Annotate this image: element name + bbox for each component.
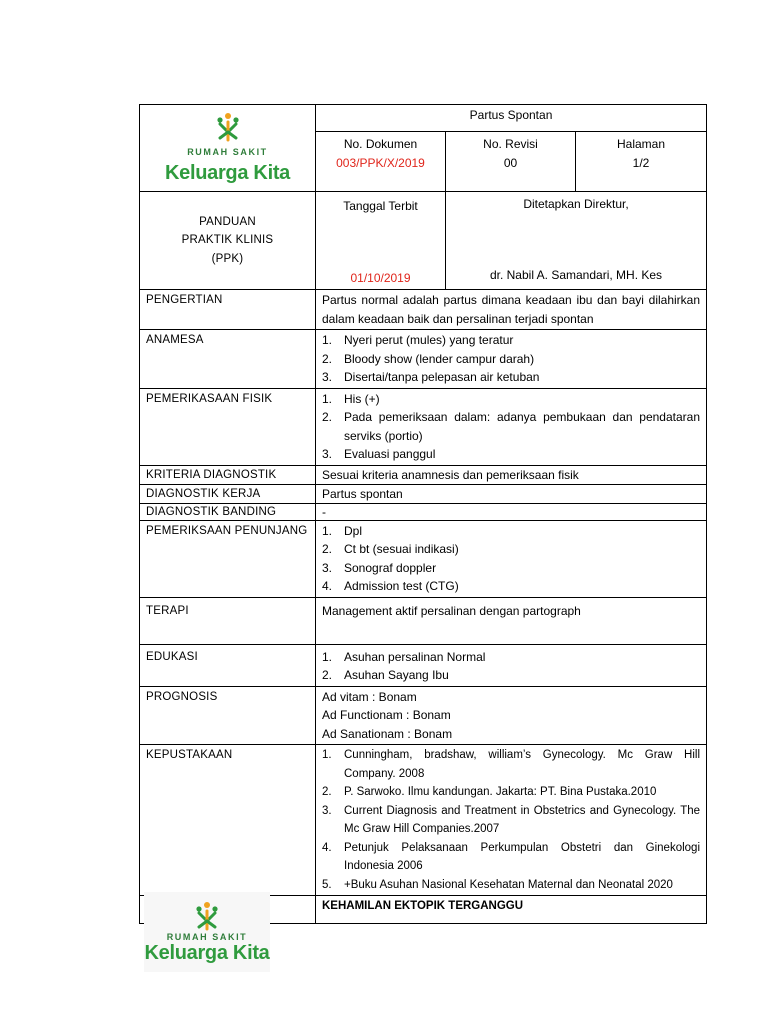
list-item: 3. Current Diagnosis and Treatment in Obstetrics and Gynecology. The Mc Graw Hill Companies.2007	[322, 804, 701, 835]
ditetapkan-cell	[446, 192, 707, 290]
penunjang-list	[322, 522, 700, 596]
hospital-logo-footer	[144, 892, 270, 972]
edukasi-list-cell	[316, 644, 707, 686]
revisi-label: No. Revisi	[483, 137, 538, 151]
direktur-name: dr. Nabil A. Samandari, MH. Kes	[489, 267, 663, 282]
doc-no-value: 003/PPK/X/2019	[336, 155, 425, 170]
tanggal-cell	[316, 192, 446, 290]
list-item: 1. Nyeri perut (mules) yang teratur	[322, 333, 514, 347]
prognosis-cell	[316, 686, 707, 745]
hospital-logo-icon	[193, 901, 221, 931]
prognosis-label: PROGNOSIS	[140, 686, 316, 745]
logo-name: Keluarga Kita	[164, 161, 291, 184]
list-item: 3. Disertai/tanpa pelepasan air ketuban	[322, 370, 540, 384]
list-item: 1. Cunningham, bradshaw, william’s Gynecology. Mc Graw Hill Company. 2008	[322, 749, 701, 780]
list-item: 1. Dpl	[322, 523, 363, 538]
panduan-cell	[140, 192, 316, 290]
terapi-text: Management aktif persalinan dengan partograph	[316, 597, 707, 644]
document-title: Partus Spontan	[316, 105, 707, 132]
kerja-label: DIAGNOSTIK KERJA	[140, 484, 316, 503]
logo-cell	[140, 105, 316, 192]
list-item: 2. Pada pemeriksaan dalam: adanya pembukaan dan pendataran serviks (portio)	[322, 410, 701, 443]
ppk-table	[139, 104, 707, 924]
prognosis-line: Ad Functionam : Bonam	[322, 708, 451, 722]
ditetapkan-label: Ditetapkan Direktur,	[523, 197, 629, 211]
pengertian-label: PENGERTIAN	[140, 290, 316, 330]
panduan-line-3: (PPK)	[211, 252, 244, 265]
panduan-line-2: PRAKTIK KLINIS	[181, 234, 274, 247]
list-item: 2. Ct bt (sesuai indikasi)	[322, 542, 459, 556]
list-item: 1. His (+)	[322, 391, 380, 406]
anamesa-label: ANAMESA	[140, 330, 316, 389]
logo-name: Keluarga Kita	[144, 941, 270, 964]
kepustakaan-list	[322, 746, 700, 894]
kepustakaan-list-cell	[316, 745, 707, 896]
edukasi-label: EDUKASI	[140, 644, 316, 686]
revisi-value: 00	[503, 155, 518, 170]
halaman-cell	[576, 132, 707, 192]
kriteria-text: Sesuai kriteria anamnesis dan pemeriksaan fisik	[316, 465, 707, 484]
list-item: 2. Bloody show (lender campur darah)	[322, 351, 535, 366]
banding-text: -	[316, 503, 707, 520]
list-item: 2. P. Sarwoko. Ilmu kandungan. Jakarta: PT. Bina Pustaka.2010	[322, 786, 657, 798]
anamesa-list-cell	[316, 330, 707, 389]
fisik-label: PEMERIKASAAN FISIK	[140, 388, 316, 465]
kerja-text: Partus spontan	[316, 484, 707, 503]
kepustakaan-label: KEPUSTAKAAN	[140, 745, 316, 896]
edukasi-list	[322, 648, 700, 685]
list-item: 3. Sonograf doppler	[322, 560, 437, 575]
list-item: 2. Asuhan Sayang Ibu	[322, 668, 449, 682]
prognosis-line: Ad Sanationam : Bonam	[322, 726, 453, 741]
revisi-cell	[446, 132, 576, 192]
terapi-label: TERAPI	[140, 597, 316, 644]
pengertian-text: Partus normal adalah partus dimana keadaan ibu dan bayi dilahirkan dalam keadaan baik dan persalinan terjadi spontan	[316, 290, 707, 330]
logo-top-text: RUMAH SAKIT	[187, 147, 268, 158]
fisik-list-cell	[316, 388, 707, 465]
banding-label: DIAGNOSTIK BANDING	[140, 503, 316, 520]
halaman-value: 1/2	[632, 155, 650, 170]
hospital-logo-icon	[214, 112, 242, 142]
prognosis-line: Ad vitam : Bonam	[322, 689, 417, 704]
penunjang-list-cell	[316, 520, 707, 597]
next-section-title: KEHAMILAN EKTOPIK TERGANGGU	[316, 896, 707, 924]
panduan-line-1: PANDUAN	[199, 215, 256, 228]
doc-no-label: No. Dokumen	[343, 137, 418, 151]
fisik-list	[322, 390, 700, 464]
list-item: 3. Evaluasi panggul	[322, 447, 436, 461]
list-item: 4. Admission test (CTG)	[322, 579, 459, 593]
list-item: 5. +Buku Asuhan Nasional Kesehatan Maternal dan Neonatal 2020	[322, 878, 673, 891]
doc-no-cell	[316, 132, 446, 192]
list-item: 1. Asuhan persalinan Normal	[322, 649, 486, 664]
penunjang-label: PEMERIKSAAN PENUNJANG	[140, 520, 316, 597]
halaman-label: Halaman	[616, 137, 666, 151]
logo-top-text: RUMAH SAKIT	[166, 931, 248, 942]
kriteria-label: KRITERIA DIAGNOSTIK	[140, 465, 316, 484]
tanggal-value: 01/10/2019	[350, 270, 411, 285]
anamesa-list	[322, 331, 700, 387]
list-item: 4. Petunjuk Pelaksanaan Perkumpulan Obstetri dan Ginekologi Indonesia 2006	[322, 841, 701, 872]
tanggal-label: Tanggal Terbit	[343, 199, 418, 213]
hospital-logo	[146, 112, 309, 184]
